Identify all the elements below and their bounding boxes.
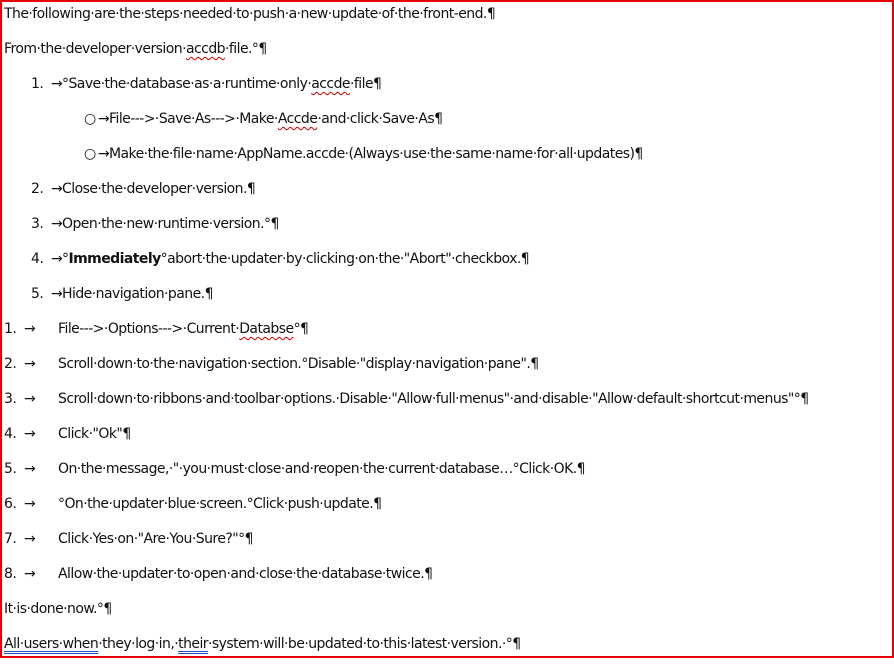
tab-arrow-icon: →: [51, 216, 63, 232]
document-body[interactable]: [4, 4, 888, 669]
step-number: 3.: [31, 216, 44, 232]
grammar-flag-their[interactable]: their: [178, 636, 208, 652]
spell-flag-databse[interactable]: Databse: [239, 321, 294, 337]
sub-step-1[interactable]: [4, 109, 888, 144]
nav-step-1[interactable]: [4, 319, 888, 354]
tab-arrow-icon: →: [24, 391, 36, 407]
tab-arrow-icon: →: [51, 76, 63, 92]
hollow-bullet-icon: ○: [84, 111, 96, 127]
from-dev-before: From·the·developer·version·: [4, 41, 186, 57]
nav-step-text-before: File--->·Options--->·Current·: [58, 321, 240, 337]
tab-arrow-icon: →: [24, 566, 36, 582]
nav-step-number: 6.: [4, 496, 17, 512]
step-text: Close·the·developer·version.¶: [62, 181, 256, 197]
done-text: It·is·done·now.°¶: [4, 601, 112, 617]
grammar-flag-all-users[interactable]: All·users·when: [4, 636, 99, 652]
step-bold-text: Immediately: [68, 251, 161, 267]
sub-step-2[interactable]: [4, 144, 888, 179]
step-number: 4.: [31, 251, 44, 267]
tab-arrow-icon: →: [24, 356, 36, 372]
from-developer-paragraph[interactable]: [4, 39, 888, 74]
nav-step-number: 3.: [4, 391, 17, 407]
step-text: Hide·navigation·pane.¶: [62, 286, 213, 302]
nav-step-7[interactable]: [4, 529, 888, 564]
tab-arrow-icon: →: [98, 111, 110, 127]
nav-step-number: 1.: [4, 321, 17, 337]
nav-step-text: Scroll·down·to·ribbons·and·toolbar·options.·Disable·"Allow·full·menus"·and·disable·"Allow·default·shortcut·menus"°¶: [58, 391, 809, 407]
spell-flag-accdb[interactable]: accdb: [186, 41, 225, 57]
step-number: 2.: [31, 181, 44, 197]
step-text-rest: °abort·the·updater·by·clicking·on·the·"Abort"·checkbox.¶: [160, 251, 530, 267]
tab-arrow-icon: →: [24, 531, 36, 547]
step-1[interactable]: [4, 74, 888, 109]
tab-arrow-icon: →: [51, 251, 63, 267]
tab-arrow-icon: →: [24, 461, 36, 477]
final-text-mid: ·they·log·in,·: [98, 636, 179, 652]
nav-step-number: 8.: [4, 566, 17, 582]
step-text-after: ·file¶: [349, 76, 382, 92]
spell-flag-accde[interactable]: accde: [311, 76, 350, 92]
done-paragraph[interactable]: [4, 599, 888, 634]
nav-step-text: Click·"Ok"¶: [58, 426, 131, 442]
nav-step-text-after: °¶: [293, 321, 309, 337]
step-text: Open·the·new·runtime·version.°¶: [62, 216, 279, 232]
hollow-bullet-icon: ○: [84, 146, 96, 162]
nav-step-text: Scroll·down·to·the·navigation·section.°Disable·"display·navigation·pane".¶: [58, 356, 539, 372]
nav-step-number: 2.: [4, 356, 17, 372]
nav-step-8[interactable]: [4, 564, 888, 599]
final-paragraph[interactable]: [4, 634, 888, 669]
intro-paragraph[interactable]: [4, 4, 888, 39]
tab-arrow-icon: →: [51, 286, 63, 302]
spell-flag-accde-cap[interactable]: Accde: [277, 111, 318, 127]
nav-step-3[interactable]: [4, 389, 888, 424]
step-lead-mark: °: [62, 251, 69, 267]
tab-arrow-icon: →: [98, 146, 110, 162]
final-text-after: ·system·will·be·updated·to·this·latest·version.·°¶: [208, 636, 521, 652]
nav-step-6[interactable]: [4, 494, 888, 529]
nav-step-number: 4.: [4, 426, 17, 442]
step-5[interactable]: [4, 284, 888, 319]
nav-step-2[interactable]: [4, 354, 888, 389]
step-number: 5.: [31, 286, 44, 302]
tab-arrow-icon: →: [24, 496, 36, 512]
sub-step-text-after: ·and·click·Save·As¶: [317, 111, 443, 127]
step-number: 1.: [31, 76, 44, 92]
step-2[interactable]: [4, 179, 888, 214]
sub-step-text-before: File--->·Save·As--->·Make·: [109, 111, 278, 127]
tab-arrow-icon: →: [24, 321, 36, 337]
sub-step-text: Make·the·file·name·AppName.accde·(Always·use·the·same·name·for·all·updates)¶: [109, 146, 643, 162]
nav-step-text: Allow·the·updater·to·open·and·close·the·database·twice.¶: [58, 566, 433, 582]
step-4[interactable]: [4, 249, 888, 284]
step-text-before: °Save·the·database·as·a·runtime·only·: [62, 76, 312, 92]
nav-step-5[interactable]: [4, 459, 888, 494]
tab-arrow-icon: →: [24, 426, 36, 442]
intro-text: The·following·are·the·steps·needed·to·push·a·new·update·of·the·front-end.¶: [4, 6, 496, 22]
nav-step-text: °On·the·updater·blue·screen.°Click·push·update.¶: [58, 496, 382, 512]
nav-step-text: On·the·message,·"·you·must·close·and·reopen·the·current·database…°Click·OK.¶: [58, 461, 585, 477]
nav-step-number: 5.: [4, 461, 17, 477]
nav-step-number: 7.: [4, 531, 17, 547]
from-dev-after: ·file.°¶: [225, 41, 267, 57]
tab-arrow-icon: →: [51, 181, 63, 197]
step-3[interactable]: [4, 214, 888, 249]
nav-step-4[interactable]: [4, 424, 888, 459]
nav-step-text: Click·Yes·on·"Are·You·Sure?"°¶: [58, 531, 253, 547]
